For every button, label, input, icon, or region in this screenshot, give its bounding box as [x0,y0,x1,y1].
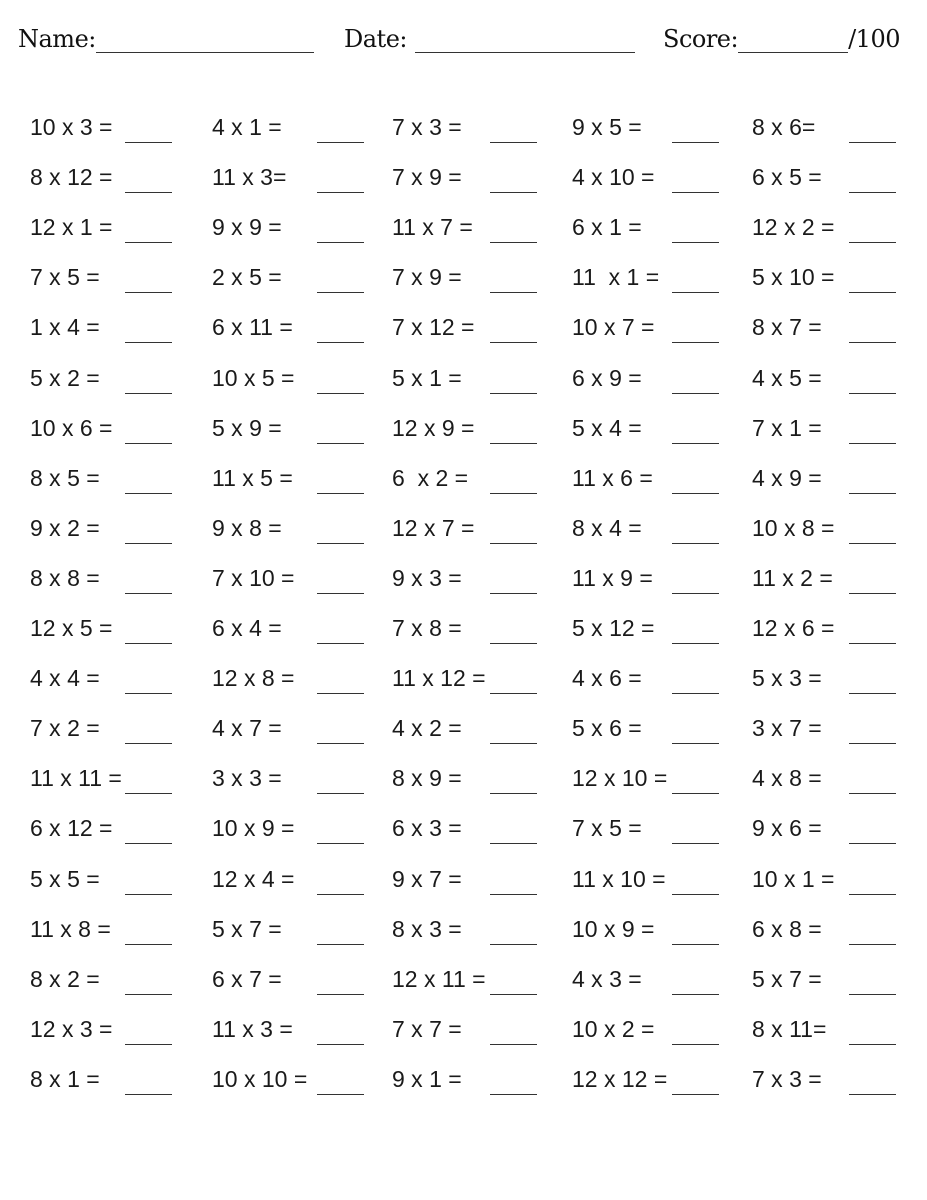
score-label: Score: [663,25,739,53]
answer-blank[interactable] [849,342,896,343]
answer-blank[interactable] [125,894,172,895]
problem-expression: 8 x 4 = [572,514,642,541]
answer-blank[interactable] [490,843,537,844]
answer-blank[interactable] [125,743,172,744]
problem-expression: 4 x 2 = [392,715,462,742]
problem-expression: 10 x 5 = [212,364,295,391]
answer-blank[interactable] [849,543,896,544]
problem-expression: 4 x 3 = [572,965,642,992]
answer-blank[interactable] [490,1044,537,1045]
problem-expression: 6 x 9 = [572,364,642,391]
answer-blank[interactable] [672,1094,719,1095]
answer-blank[interactable] [125,1044,172,1045]
problem-expression: 10 x 8 = [752,514,835,541]
answer-blank[interactable] [317,743,364,744]
answer-blank[interactable] [849,142,896,143]
problem-expression: 9 x 9 = [212,214,282,241]
answer-blank[interactable] [125,843,172,844]
answer-blank[interactable] [125,292,172,293]
name-label: Name: [18,25,96,53]
problem-expression: 10 x 9 = [572,915,655,942]
problem-expression: 7 x 10 = [212,564,295,591]
answer-blank[interactable] [490,1094,537,1095]
answer-blank[interactable] [672,643,719,644]
answer-blank[interactable] [125,543,172,544]
problem-expression: 6 x 8 = [752,915,822,942]
problem-expression: 6 x 11 = [212,314,293,341]
problem-expression: 7 x 5 = [30,264,100,291]
answer-blank[interactable] [672,142,719,143]
answer-blank[interactable] [849,643,896,644]
problem-expression: 12 x 10 = [572,765,668,792]
problem-expression: 7 x 8 = [392,615,462,641]
problem-row [0,960,927,1000]
problem-expression: 12 x 7 = [392,514,475,541]
problem-row [0,459,927,499]
problem-expression: 10 x 1 = [752,865,835,892]
answer-blank[interactable] [317,894,364,895]
problem-expression: 6 x 7 = [212,965,282,992]
answer-blank[interactable] [125,393,172,394]
problem-expression: 7 x 9 = [392,164,462,191]
problem-expression: 11 x 2 = [752,564,833,591]
answer-blank[interactable] [849,192,896,193]
answer-blank[interactable] [849,242,896,243]
problem-expression: 10 x 9 = [212,815,295,842]
problem-expression: 7 x 9 = [392,264,462,291]
answer-blank[interactable] [317,693,364,694]
answer-blank[interactable] [490,743,537,744]
answer-blank[interactable] [672,493,719,494]
problem-expression: 8 x 6= [752,114,816,140]
problem-expression: 10 x 7 = [572,314,655,341]
problem-expression: 5 x 7 = [752,965,822,992]
score-field [663,22,900,53]
answer-blank[interactable] [849,843,896,844]
answer-blank[interactable] [672,843,719,844]
problem-expression: 7 x 5 = [572,815,642,842]
problem-expression: 4 x 8 = [752,765,822,792]
problem-expression: 3 x 3 = [212,765,282,792]
problem-expression: 8 x 8 = [30,564,100,591]
problem-expression: 6 x 3 = [392,815,462,842]
answer-blank[interactable] [672,242,719,243]
answer-blank[interactable] [672,793,719,794]
problem-row [0,1010,927,1050]
answer-blank[interactable] [125,242,172,243]
answer-blank[interactable] [672,192,719,193]
problem-row [0,910,927,950]
problem-expression: 12 x 6 = [752,615,835,641]
answer-blank[interactable] [849,693,896,694]
problem-row [0,659,927,699]
problem-row [0,1060,927,1100]
answer-blank[interactable] [317,643,364,644]
answer-blank[interactable] [672,894,719,895]
score-total: /100 [848,25,900,53]
problem-expression: 6 x 1 = [572,214,642,241]
answer-blank[interactable] [849,793,896,794]
answer-blank[interactable] [849,443,896,444]
answer-blank[interactable] [317,242,364,243]
answer-blank[interactable] [490,192,537,193]
answer-blank[interactable] [490,493,537,494]
answer-blank[interactable] [849,894,896,895]
problem-expression: 8 x 1 = [30,1065,100,1092]
problem-expression: 7 x 2 = [30,715,100,742]
problem-expression: 5 x 6 = [572,715,642,742]
answer-blank[interactable] [317,443,364,444]
answer-blank[interactable] [317,944,364,945]
problem-row [0,308,927,348]
answer-blank[interactable] [672,743,719,744]
problem-expression: 10 x 6 = [30,414,113,441]
answer-blank[interactable] [317,493,364,494]
problem-expression: 9 x 3 = [392,564,462,591]
problem-expression: 9 x 7 = [392,865,462,892]
problem-expression: 7 x 3 = [752,1065,822,1092]
problem-expression: 4 x 6 = [572,665,642,692]
answer-blank[interactable] [317,192,364,193]
problem-row [0,409,927,449]
problem-expression: 12 x 9 = [392,414,475,441]
problem-expression: 5 x 7 = [212,915,282,942]
answer-blank[interactable] [317,142,364,143]
problem-expression: 11 x 10 = [572,865,666,892]
name-input-line[interactable] [96,22,314,53]
answer-blank[interactable] [672,292,719,293]
date-field [344,22,635,53]
answer-blank[interactable] [490,393,537,394]
problem-expression: 11 x 6 = [572,464,653,491]
problem-row [0,609,927,649]
answer-blank[interactable] [317,793,364,794]
answer-blank[interactable] [490,543,537,544]
problem-row [0,809,927,849]
problem-expression: 8 x 9 = [392,765,462,792]
answer-blank[interactable] [317,593,364,594]
problem-row [0,759,927,799]
answer-blank[interactable] [125,994,172,995]
answer-blank[interactable] [672,693,719,694]
answer-blank[interactable] [125,793,172,794]
answer-blank[interactable] [672,593,719,594]
answer-blank[interactable] [490,643,537,644]
problem-expression: 8 x 3 = [392,915,462,942]
answer-blank[interactable] [317,342,364,343]
problem-expression: 7 x 7 = [392,1015,462,1042]
problem-expression: 11 x 1 = [572,264,660,291]
problem-expression: 11 x 8 = [30,915,111,942]
problem-expression: 5 x 3 = [752,665,822,692]
problem-expression: 3 x 7 = [752,715,822,742]
problem-expression: 12 x 5 = [30,615,113,641]
problem-expression: 12 x 2 = [752,214,835,241]
problem-expression: 6 x 4 = [212,615,282,641]
answer-blank[interactable] [849,743,896,744]
problem-expression: 12 x 1 = [30,214,113,241]
problem-expression: 11 x 9 = [572,564,653,591]
problem-expression: 10 x 10 = [212,1065,308,1092]
answer-blank[interactable] [490,593,537,594]
answer-blank[interactable] [849,1044,896,1045]
answer-blank[interactable] [490,994,537,995]
answer-blank[interactable] [672,994,719,995]
problem-expression: 8 x 12 = [30,164,113,191]
problem-row [0,258,927,298]
problem-expression: 12 x 3 = [30,1015,113,1042]
worksheet-header [0,22,927,62]
name-field [18,22,314,53]
answer-blank[interactable] [317,1094,364,1095]
answer-blank[interactable] [317,994,364,995]
answer-blank[interactable] [849,994,896,995]
answer-blank[interactable] [125,342,172,343]
problem-expression: 8 x 11= [752,1015,827,1042]
problem-expression: 4 x 1 = [212,114,282,140]
answer-blank[interactable] [849,493,896,494]
answer-blank[interactable] [490,793,537,794]
answer-blank[interactable] [125,593,172,594]
answer-blank[interactable] [672,543,719,544]
problem-expression: 5 x 5 = [30,865,100,892]
problem-expression: 7 x 3 = [392,114,462,140]
answer-blank[interactable] [490,944,537,945]
answer-blank[interactable] [125,443,172,444]
problem-expression: 5 x 12 = [572,615,655,641]
answer-blank[interactable] [490,894,537,895]
problem-expression: 11 x 3 = [212,1015,293,1042]
problem-expression: 5 x 9 = [212,414,282,441]
problem-expression: 1 x 4 = [30,314,100,341]
problem-row [0,860,927,900]
answer-blank[interactable] [849,593,896,594]
problem-expression: 4 x 10 = [572,164,655,191]
problem-expression: 8 x 5 = [30,464,100,491]
problem-expression: 4 x 9 = [752,464,822,491]
problem-expression: 11 x 11 = [30,765,122,792]
answer-blank[interactable] [672,342,719,343]
problem-expression: 12 x 11 = [392,965,486,992]
answer-blank[interactable] [125,142,172,143]
problem-expression: 9 x 6 = [752,815,822,842]
problem-expression: 5 x 1 = [392,364,462,391]
problem-expression: 9 x 8 = [212,514,282,541]
answer-blank[interactable] [490,342,537,343]
problem-expression: 9 x 2 = [30,514,100,541]
answer-blank[interactable] [672,443,719,444]
problem-expression: 11 x 3= [212,164,287,191]
answer-blank[interactable] [317,843,364,844]
answer-blank[interactable] [490,242,537,243]
problem-expression: 6 x 12 = [30,815,113,842]
score-input-line[interactable] [738,22,848,53]
answer-blank[interactable] [317,543,364,544]
answer-blank[interactable] [317,1044,364,1045]
problem-expression: 9 x 5 = [572,114,642,140]
problem-expression: 4 x 7 = [212,715,282,742]
answer-blank[interactable] [490,443,537,444]
problem-expression: 12 x 8 = [212,665,295,692]
answer-blank[interactable] [849,1094,896,1095]
problem-row [0,559,927,599]
answer-blank[interactable] [125,693,172,694]
problem-expression: 6 x 5 = [752,164,822,191]
problem-expression: 7 x 12 = [392,314,475,341]
answer-blank[interactable] [490,142,537,143]
problem-row [0,359,927,399]
answer-blank[interactable] [125,493,172,494]
problem-expression: 11 x 12 = [392,665,486,692]
problem-expression: 5 x 2 = [30,364,100,391]
problem-row [0,108,927,148]
problem-expression: 6 x 2 = [392,464,469,491]
answer-blank[interactable] [317,393,364,394]
problem-expression: 5 x 4 = [572,414,642,441]
problem-expression: 10 x 3 = [30,114,113,140]
problem-expression: 2 x 5 = [212,264,282,291]
problem-expression: 11 x 7 = [392,214,473,241]
date-label: Date: [344,25,407,53]
problem-expression: 5 x 10 = [752,264,835,291]
problem-expression: 9 x 1 = [392,1065,462,1092]
problem-row [0,158,927,198]
problem-expression: 11 x 5 = [212,464,293,491]
problem-expression: 7 x 1 = [752,414,822,441]
answer-blank[interactable] [849,292,896,293]
problem-expression: 10 x 2 = [572,1015,655,1042]
answer-blank[interactable] [849,393,896,394]
problem-expression: 4 x 5 = [752,364,822,391]
answer-blank[interactable] [849,944,896,945]
problem-expression: 8 x 2 = [30,965,100,992]
date-input-line[interactable] [415,22,635,53]
answer-blank[interactable] [125,1094,172,1095]
answer-blank[interactable] [125,643,172,644]
answer-blank[interactable] [490,292,537,293]
answer-blank[interactable] [125,192,172,193]
answer-blank[interactable] [125,944,172,945]
problem-row [0,709,927,749]
answer-blank[interactable] [672,944,719,945]
problem-row [0,509,927,549]
answer-blank[interactable] [672,1044,719,1045]
answer-blank[interactable] [317,292,364,293]
problem-expression: 12 x 12 = [572,1065,668,1092]
problem-expression: 8 x 7 = [752,314,822,341]
problem-row [0,208,927,248]
answer-blank[interactable] [490,693,537,694]
problem-expression: 4 x 4 = [30,665,100,692]
answer-blank[interactable] [672,393,719,394]
problem-expression: 12 x 4 = [212,865,295,892]
